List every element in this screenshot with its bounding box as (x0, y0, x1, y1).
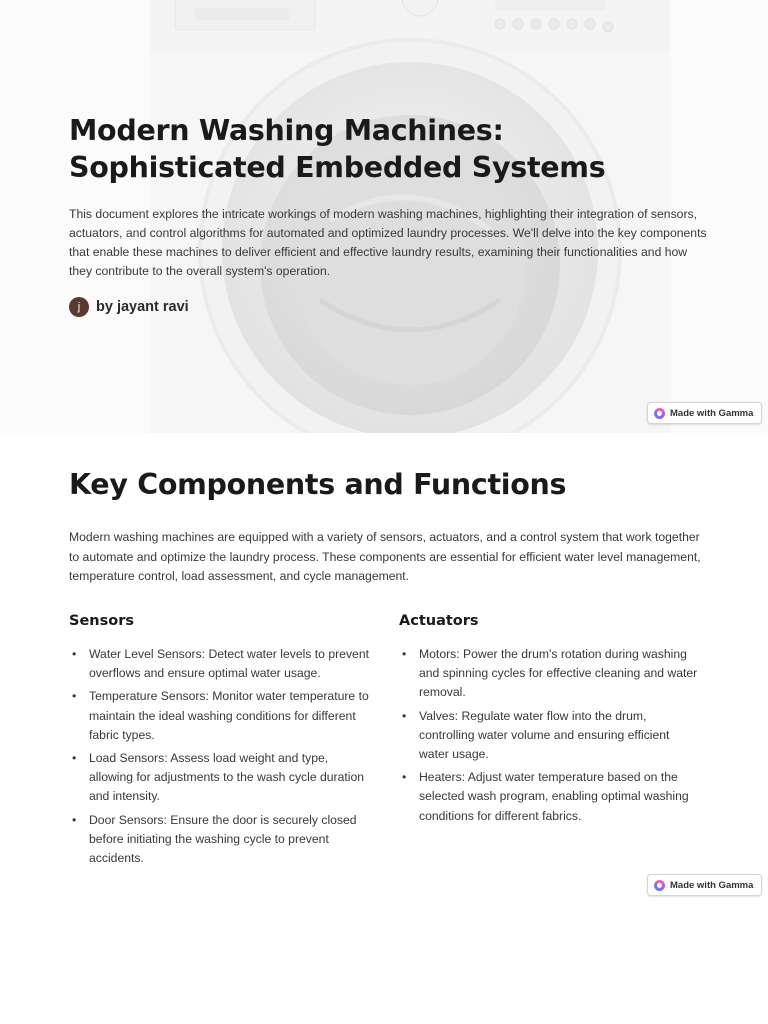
author-byline (69, 296, 189, 318)
section-intro: Modern washing machines are equipped with a variety of sensors, actuators, and a control system that work together to automate and optimize the laundry process. These components are essential for efficient water level management, temperature control, load assessment, and cycle management. (69, 530, 701, 583)
hero-slide (0, 0, 768, 433)
list-item: • Heaters: Adjust water temperature based on the selected wash program, enabling optimal washing conditions for different fabrics. (399, 768, 699, 826)
list-item: • Valves: Regulate water flow into the drum, controlling water volume and ensuring efficient water usage. (399, 707, 699, 765)
author-name: by jayant ravi (96, 299, 189, 315)
list-item: • Motors: Power the drum's rotation during washing and spinning cycles for effective cleaning and water removal. (399, 645, 699, 703)
gamma-logo-icon (654, 880, 665, 891)
list-item: • Door Sensors: Ensure the door is securely closed before initiating the washing cycle to prevent accidents. (69, 811, 369, 869)
list-item: • Water Level Sensors: Detect water levels to prevent overflows and ensure optimal water usage. (69, 645, 369, 683)
list-item: • Temperature Sensors: Monitor water temperature to maintain the ideal washing conditions for different fabric types. (69, 687, 369, 745)
sensors-list (69, 645, 369, 868)
actuators-column (399, 611, 699, 830)
actuators-heading: Actuators (399, 613, 479, 629)
section-title: Key Components and Functions (69, 468, 567, 501)
sensors-column (69, 611, 369, 872)
made-with-gamma-badge[interactable] (647, 402, 762, 424)
made-with-gamma-badge[interactable] (647, 874, 762, 896)
author-avatar: j (69, 297, 89, 317)
hero-description: This document explores the intricate workings of modern washing machines, highlighting their integration of sensors, actuators, and control algorithms for automated and optimized laundry processes. We'll delve into the key components that enable these machines to deliver efficient and effective laundry results, examining their functionalities and how they contribute to the overall system's operation. (69, 207, 707, 278)
list-item: • Load Sensors: Assess load weight and type, allowing for adjustments to the wash cycle duration and intensity. (69, 749, 369, 807)
gamma-logo-icon (654, 408, 665, 419)
badge-label: Made with Gamma (670, 407, 754, 419)
sensors-heading: Sensors (69, 613, 134, 629)
key-components-slide (0, 433, 768, 1024)
badge-label: Made with Gamma (670, 879, 754, 891)
actuators-list (399, 645, 699, 826)
hero-title: Modern Washing Machines: Sophisticated Embedded Systems (69, 114, 606, 184)
